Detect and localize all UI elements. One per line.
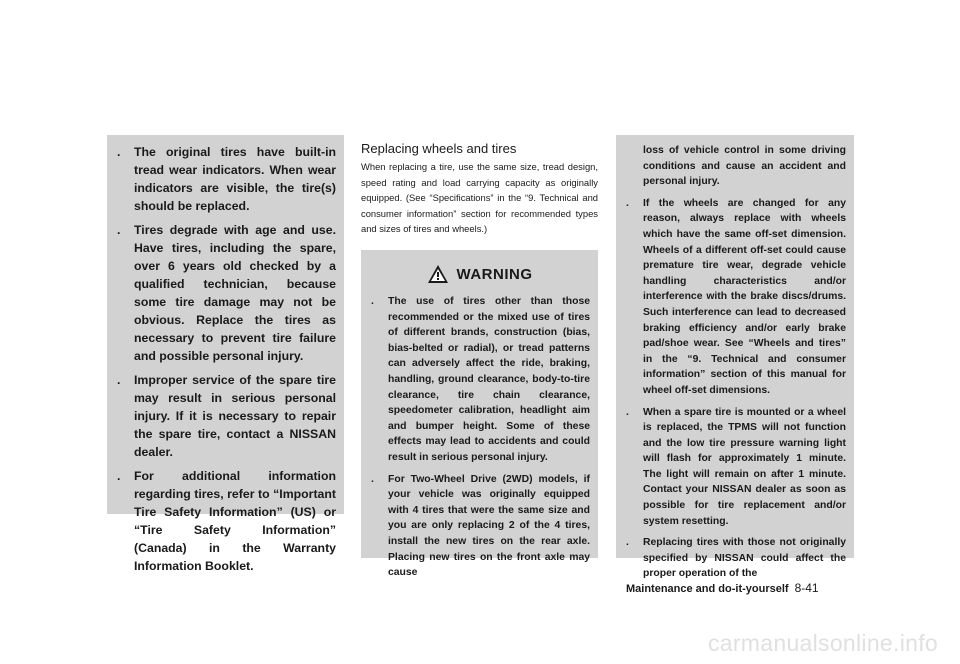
warning-box — [361, 250, 598, 579]
warning-header — [369, 254, 590, 294]
list-item: . Tires degrade with age and use. Have tires, including the spare, over 6 years old checked by a qualified technician, because some tire damage may not be obvious. Replace the tires as necessary to prevent tire failure and possible personal injury. — [117, 223, 336, 363]
warning-continued-list — [624, 143, 846, 582]
warning-title: WARNING — [456, 265, 533, 283]
tire-info-list — [115, 143, 336, 575]
list-item: . Replacing tires with those not originally specified by NISSAN could affect the proper operation of the — [626, 537, 846, 580]
list-item: . Improper service of the spare tire may result in serious personal injury. If it is necessary to repair the spare tire, contact a NISSAN dealer. — [117, 373, 336, 459]
list-item: . If the wheels are changed for any reason, always replace with wheels which have the same off-set dimension. Wheels of a different off-set could cause premature tire wear, degrade vehicle handling characteristics and/or interference with the brake discs/drums. Such interference can lead to decreased braking efficiency and/or early brake pad/shoe wear. See “Wheels and tires” in the “9. Technical and consumer information” section of this manual for wheel off-set dimensions. — [626, 197, 846, 396]
page-number: 8-41 — [794, 581, 819, 595]
warning-icon — [427, 264, 449, 284]
list-item: . When a spare tire is mounted or a wheel is replaced, the TPMS will not function and the low tire pressure warning light will flash for approximately 1 minute. The light will remain on after 1 minute. Contact your NISSAN dealer as soon as possible for tire replacement and/or system resetting. — [626, 406, 846, 527]
warning-list — [369, 294, 590, 581]
tire-info-box — [107, 135, 344, 573]
warning-continued-box — [616, 135, 854, 580]
chapter-title: Maintenance and do-it-yourself — [626, 583, 789, 595]
list-item-continued: loss of vehicle control in some driving conditions and cause an accident and personal injury. — [643, 145, 846, 188]
section-heading: Replacing wheels and tires — [361, 141, 517, 156]
intro-paragraph: When replacing a tire, use the same size, tread design, speed rating and load carrying capacity as originally equipped. (See “Specifications” in the “9. Technical and consumer information” section for recommended types and sizes of tires and wheels.) — [361, 161, 598, 235]
page-footer — [626, 581, 819, 595]
watermark: carmanualsonline.info — [707, 630, 938, 656]
list-item: . The use of tires other than those recommended or the mixed use of tires of different brands, construction (bias, bias-belted or radial), or tread patterns can adversely affect the ride, braking, handling, ground clearance, body-to-tire clearance, tire chain clearance, speedometer calibration, headlight aim and bumper height. Some of these effects may lead to accidents and could result in serious personal injury. — [371, 296, 590, 463]
list-item: . The original tires have built-in tread wear indicators. When wear indicators are visible, the tire(s) should be replaced. — [117, 145, 336, 213]
list-item: . For Two-Wheel Drive (2WD) models, if your vehicle was originally equipped with 4 tires that were the same size and you are only replacing 2 of the 4 tires, install the new tires on the rear axle. Placing new tires on the front axle may cause — [371, 473, 590, 579]
list-item: . For additional information regarding tires, refer to “Important Tire Safety Information” (US) or “Tire Safety Information” (Canada) in the Warranty Information Booklet. — [117, 469, 336, 573]
